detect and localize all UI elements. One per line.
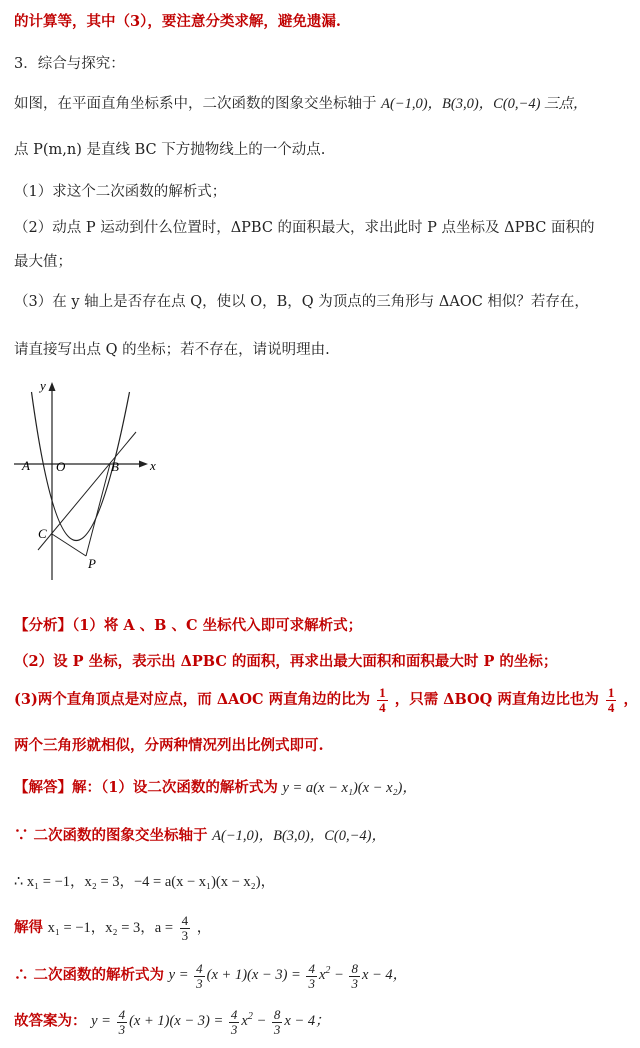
label-x: x xyxy=(150,458,156,473)
question-2-line-2: 最大值； xyxy=(14,254,72,270)
label-p: P xyxy=(88,556,96,571)
problem-stem-text: 如图，在平面直角坐标系中，二次函数的图象交坐标轴于 xyxy=(14,96,377,112)
parabola-figure xyxy=(10,374,170,586)
analysis-text-3b: ，只需 ΔBOQ 两直角边比也为 xyxy=(394,691,599,709)
fraction-one-quarter-2: $\frac{1}{4}$ xyxy=(607,685,615,715)
analysis-text-3a: (3)两个直角顶点是对应点，而 ΔAOC 两直角边的比为 xyxy=(14,691,371,709)
y-axis-arrow xyxy=(49,382,56,391)
solution-line-5 xyxy=(14,962,630,990)
label-o: O xyxy=(56,459,66,474)
analysis-text-1: （1）将 A 、B 、C 坐标代入即可求解析式； xyxy=(72,617,363,634)
final-equation-1: y = $\frac{4}{3}$ (x + 1)(x − 3) = $\frac{4}{3}$ $x^2$ − $\frac{8}{3}$ x − 4， xyxy=(168,961,408,991)
solution-line-2 xyxy=(14,824,630,845)
problem-stem-line-2: 点 P(m,n) 是直线 BC 下方抛物线上的一个动点. xyxy=(14,142,326,158)
problem-number: 3．综合与探究： xyxy=(14,56,125,72)
question-2-line-1: （2）动点 P 运动到什么位置时，ΔPBC 的面积最大，求出此时 P 点坐标及 ΔPBC 面积的 xyxy=(14,220,595,236)
analysis-line-2: （2）设 P 坐标，表示出 ΔPBC 的面积，再求出最大面积和面积最大时 P 的坐标； xyxy=(14,653,558,670)
analysis-line-1 xyxy=(14,614,630,635)
solution-text-6: 故答案为： xyxy=(14,1012,87,1030)
header-note: 的计算等，其中（3），要注意分类求解，避免遗漏. xyxy=(14,13,341,30)
analysis-tag: 【分析】 xyxy=(14,617,72,634)
solution-text-1: 解：（1）设二次函数的解析式为 xyxy=(72,779,278,796)
solution-text-2: ∵ 二次函数的图象交坐标轴于 xyxy=(14,827,208,844)
solution-line-4 xyxy=(14,914,630,942)
label-a: A xyxy=(22,458,30,473)
solution-line-3: ∴ x₁ = −1，x₂ = 3，−4 = a(x − x₁)(x − x₂)， xyxy=(14,874,276,890)
analysis-line-3 xyxy=(14,685,638,715)
question-3-line-2: 请直接写出点 Q 的坐标；若不存在，请说明理由. xyxy=(14,342,330,358)
fraction-four-thirds: $\frac{4}{3}$ xyxy=(181,913,189,943)
label-b: B xyxy=(111,459,119,474)
label-y: y xyxy=(40,378,46,393)
problem-points: A(−1,0)，B(3,0)，C(0,−4) 三点， xyxy=(381,96,588,112)
final-equation-2: y = $\frac{4}{3}$ (x + 1)(x − 3) = $\frac{4}{3}$ $x^2$ − $\frac{8}{3}$ x − 4； xyxy=(91,1007,330,1037)
analysis-line-4: 两个三角形就相似，分两种情况列出比例式即可. xyxy=(14,737,324,754)
problem-stem-line-1 xyxy=(14,92,630,113)
solution-tag: 【解答】 xyxy=(14,779,72,796)
label-c: C xyxy=(38,526,47,541)
fraction-one-quarter: $\frac{1}{4}$ xyxy=(379,685,386,715)
solution-line-1 xyxy=(14,776,630,797)
solution-text-4c: ， xyxy=(196,920,212,937)
general-form: y = a(x − x₁)(x − x₂)， xyxy=(282,780,417,796)
solution-roots: x₁ = −1，x₂ = 3，a = xyxy=(47,920,173,937)
question-3-line-1: （3）在 y 轴上是否存在点 Q，使以 O，B，Q 为顶点的三角形与 ΔAOC 相似？若存在， xyxy=(14,294,589,310)
analysis-text-3c: ， xyxy=(623,691,638,709)
solution-text-5: ∴ 二次函数的解析式为 xyxy=(14,966,165,984)
x-axis-arrow xyxy=(139,461,148,468)
solution-text-4: 解得 xyxy=(14,919,43,937)
solution-points: A(−1,0)，B(3,0)，C(0,−4)， xyxy=(212,828,386,844)
solution-line-6 xyxy=(14,1008,630,1036)
line-bc xyxy=(38,432,136,550)
question-1: （1）求这个二次函数的解析式； xyxy=(14,184,227,200)
